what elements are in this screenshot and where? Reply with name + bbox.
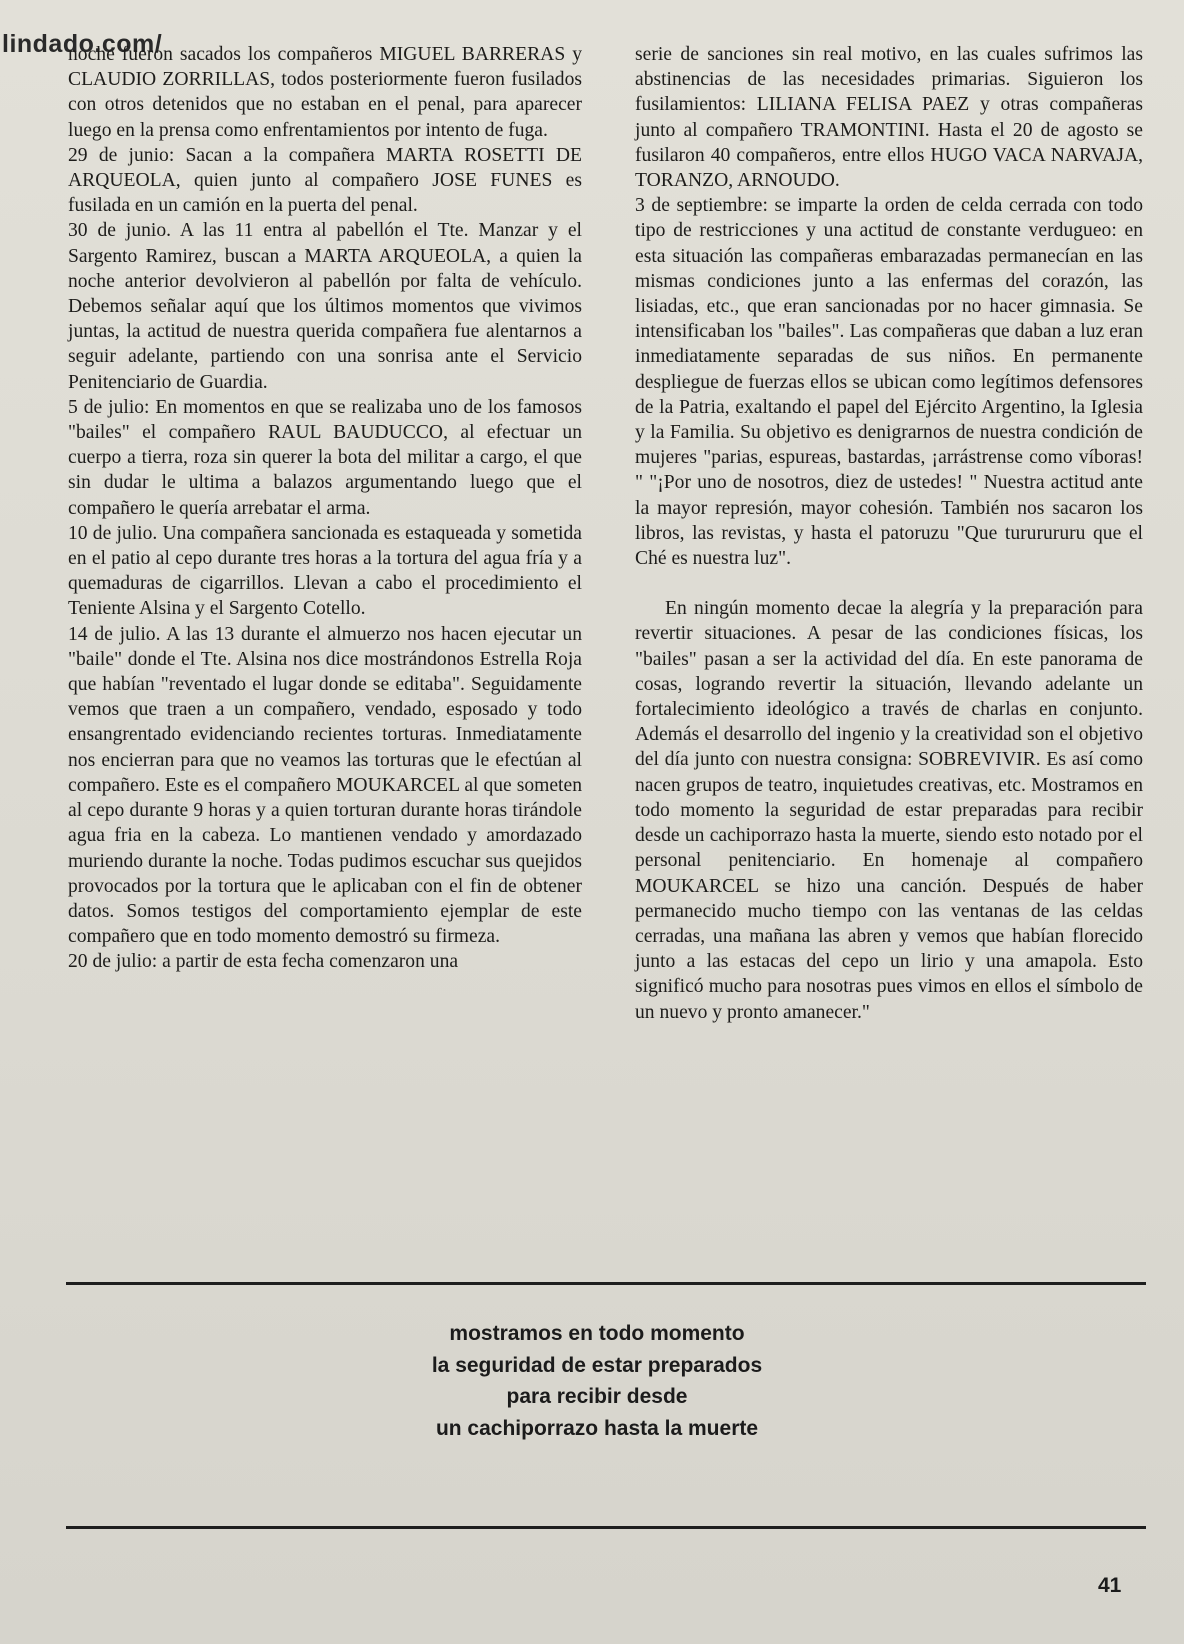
pull-quote-line: un cachiporrazo hasta la muerte bbox=[435, 1416, 759, 1440]
closing-paragraph: En ningún momento decae la alegría y la preparación para revertir situaciones. A pesar de las condiciones físicas, los "bailes" pasan a ser la actividad del día. En este panorama de cosas, logrando revertir la situación, llevando adelante un fortalecimiento ideológico a través de charlas en conjunto. Además el desarrollo del ingenio y la creatividad son el objetivo del día junto con nuestra consigna: SOBREVIVIR. Es así como nacen grupos de teatro, inquietudes creativas, etc. Mostramos en todo momento la seguridad de estar preparadas para recibir desde un cachiporrazo hasta la muerte, siendo esto notado por el personal penitenciario. En homenaje al compañero MOUKARCEL se hizo una canción. Después de haber permanecido mucho tiempo con las ventanas de las celdas cerradas, una mañana las abren y vemos que habían florecido junto a las estacas del cepo un lirio y una amapola. Esto significó mucho para nosotras pues vimos en ellos el símbolo de un nuevo y pronto amanecer." bbox=[635, 598, 1143, 1023]
paragraph: 20 de julio: a partir de esta fecha comenzaron una bbox=[68, 951, 459, 973]
paragraph: noche fueron sacados los compañeros MIGUEL BARRERAS y CLAUDIO ZORRILLAS, todos posteriormente fueron fusilados con otros detenidos que no estaban en el penal, para aparecer luego en la prensa como enfrentamientos por intento de fuga. bbox=[68, 44, 582, 141]
divider-bottom bbox=[66, 1526, 1146, 1529]
paragraph: 14 de julio. A las 13 durante el almuerzo nos hacen ejecutar un "baile" donde el Tte. Alsina nos dice mostrándonos Estrella Roja que habían "reventado el lugar donde se editaba". Seguidamente vemos que traen a un compañero, vendado, esposado y todo ensangrentado evidenciando recientes torturas. Inmediatamente nos encierran para que no veamos las torturas que le efectúan al compañero. Este es el compañero MOUKARCEL al que someten al cepo durante 9 horas y a quien torturan durante horas tirándole agua fria en la cabeza. Lo mantienen vendado y amordazado muriendo durante la noche. Todas pudimos escuchar sus quejidos provocados por la tortura que le aplicaban con el fin de obtener datos. Somos testigos del comportamiento ejemplar de este compañero que en todo momento demostró su firmeza. bbox=[68, 623, 582, 948]
paragraph: 3 de septiembre: se imparte la orden de celda cerrada con todo tipo de restricciones y una actitud de constante verdugueo: en esta situación las compañeras embarazadas permanecían en las mismas condiciones junto a las enfermas del corazón, las lisiadas, etc., que eran sancionadas por no hacer gimnasia. Se intensificaban los "bailes". Las compañeras que daban a luz eran inmediatamente separadas de sus niños. En permanente despliegue de fuerzas ellos se ubican como legítimos defensores de la Patria, exaltando el papel del Ejército Argentino, la Iglesia y la Familia. Su objetivo es denigrarnos de nuestra condición de mujeres "parias, espureas, bastardas, ¡arrástrense como víboras! " "¡Por uno de nosotros, diez de ustedes! " Nuestra actitud ante la mayor represión, mayor cohesión. También nos sacaron los libros, las revistas, y hasta el patoruzu "Que tururururu que el Ché es nuestra luz". bbox=[635, 195, 1143, 570]
pull-quote-line: mostramos en todo momento bbox=[449, 1322, 745, 1345]
page-number: 41 bbox=[1098, 1574, 1122, 1597]
paragraph: 10 de julio. Una compañera sancionada es estaqueada y sometida en el patio al cepo durante tres horas a la tortura del agua fría y a quemaduras de cigarrillos. Llevan a cabo el procedimiento el Teniente Alsina y el Sargento Cotello. bbox=[68, 522, 582, 620]
left-text-column bbox=[68, 42, 582, 975]
paragraph: 5 de julio: En momentos en que se realizaba uno de los famosos "bailes" el compañero RAUL BAUDUCCO, al efectuar un cuerpo a tierra, roza sin querer la bota del militar a cargo, el que sin dudar le ultima a balazos argumentando luego que el compañero le quería arrebatar el arma. bbox=[68, 396, 582, 519]
site-watermark: lindado.com/ bbox=[2, 30, 163, 58]
paragraph: serie de sanciones sin real motivo, en las cuales sufrimos las abstinencias de las necesidades primarias. Siguieron los fusilamientos: LILIANA FELISA PAEZ y otras compañeras junto al compañero TRAMONTINI. Hasta el 20 de agosto se fusilaron 40 compañeros, entre ellos HUGO VACA NARVAJA, TORANZO, ARNOUDO. bbox=[635, 44, 1143, 192]
pull-quote bbox=[330, 1318, 864, 1444]
pull-quote-line: para recibir desde bbox=[506, 1385, 688, 1408]
paragraph: 29 de junio: Sacan a la compañera MARTA ROSETTI DE ARQUEOLA, quien junto al compañero JOSE FUNES es fusilada en un camión en la puerta del penal. bbox=[68, 144, 582, 217]
pull-quote-line: la seguridad de estar preparados bbox=[431, 1353, 763, 1377]
paragraph: 30 de junio. A las 11 entra al pabellón el Tte. Manzar y el Sargento Ramirez, buscan a MARTA ARQUEOLA, a quien la noche anterior devolvieron al pabellón por falta de vehículo. Debemos señalar aquí que los últimos momentos que vivimos juntas, la actitud de nuestra querida compañera fue alentarnos a seguir adelante, partiendo con una sonrisa ante el Servicio Penitenciario de Guardia. bbox=[68, 220, 582, 393]
right-text-column bbox=[635, 42, 1143, 1025]
divider-top bbox=[66, 1282, 1146, 1285]
